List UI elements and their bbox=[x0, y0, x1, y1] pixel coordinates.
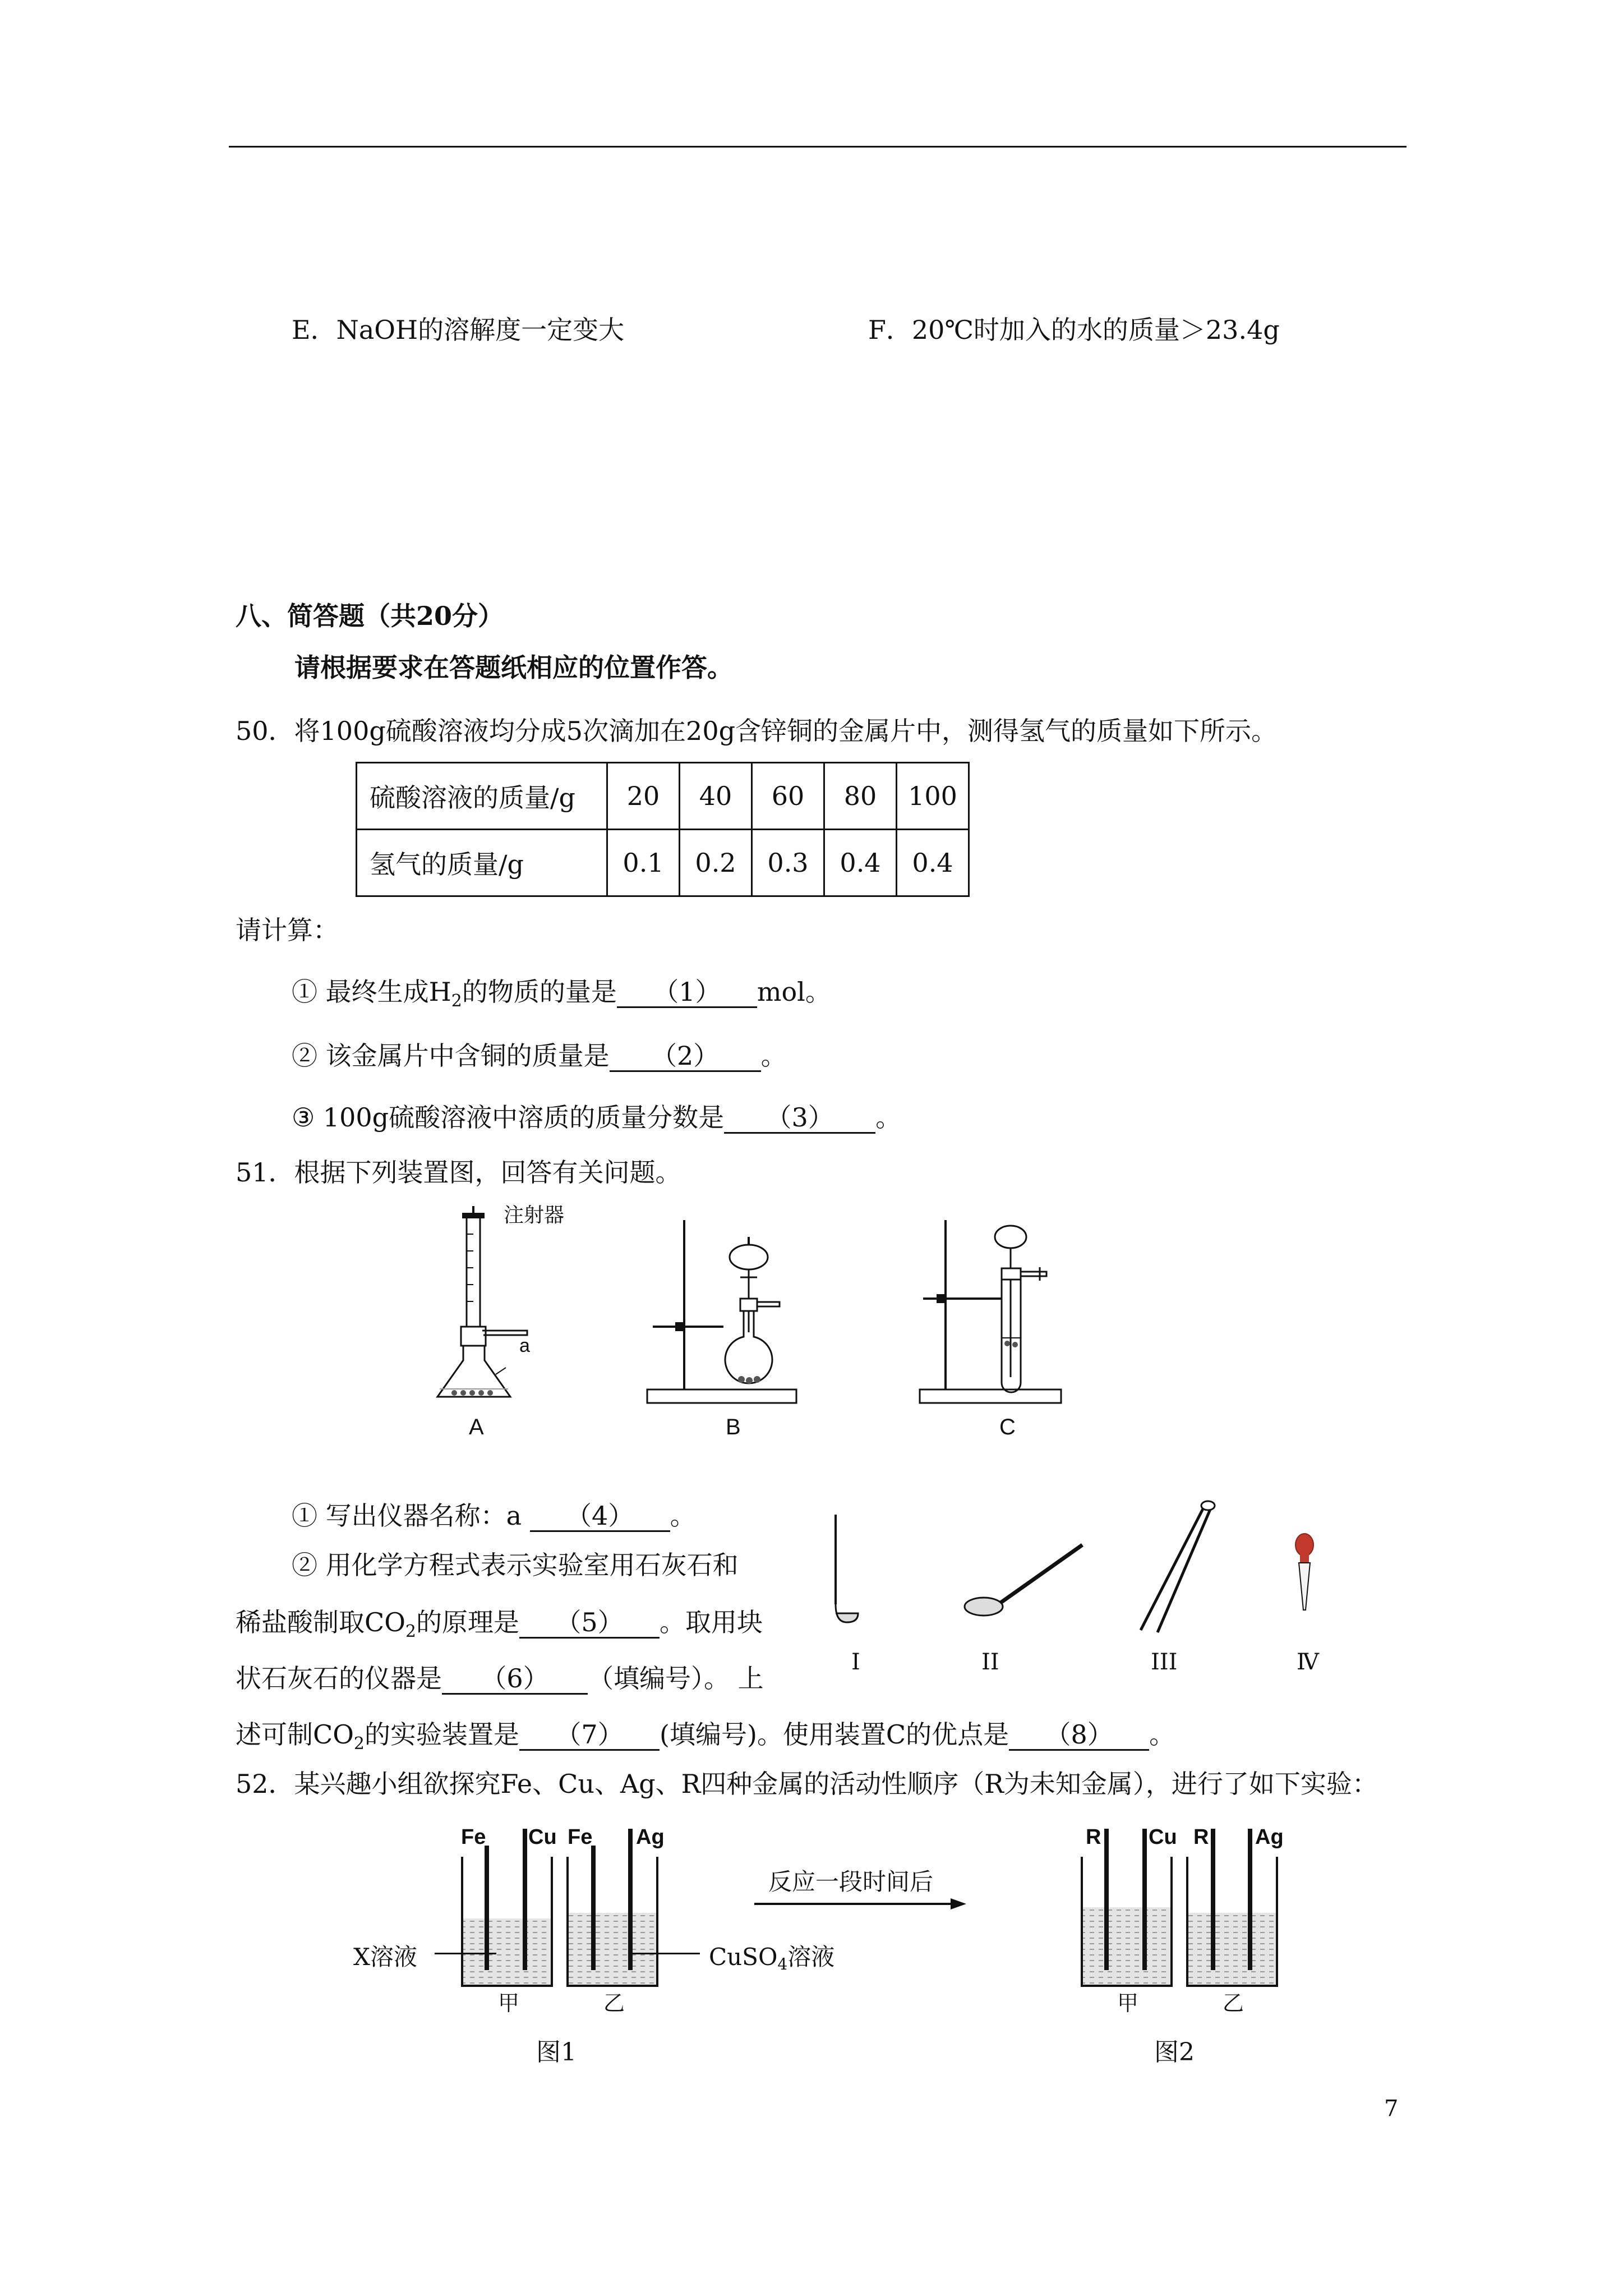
metal-fe-label: Fe bbox=[568, 1825, 593, 1849]
q50-please-calc: 请计算： bbox=[236, 915, 339, 945]
figure-1-caption: 图1 bbox=[536, 2038, 577, 2067]
q51-line4-mid2: (填编号)。使用装置C的优点是 bbox=[660, 1719, 1009, 1750]
answer-blank-1[interactable]: （1） bbox=[617, 977, 757, 1008]
metal-r-label: R bbox=[1193, 1825, 1209, 1849]
answer-blank-7[interactable]: （7） bbox=[519, 1720, 660, 1751]
row-label: 氢气的质量/g bbox=[357, 830, 607, 896]
apparatus-a-diagram bbox=[432, 1206, 555, 1408]
spoon-tool-icon bbox=[959, 1537, 1088, 1621]
answer-blank-4[interactable]: （4） bbox=[530, 1501, 670, 1532]
apparatus-c-diagram bbox=[917, 1214, 1063, 1405]
solution-x-label: X溶液 bbox=[353, 1943, 417, 1971]
answer-blank-5[interactable]: （5） bbox=[519, 1608, 660, 1639]
q51-item-1 bbox=[292, 1499, 696, 1533]
q51-stem: 51．根据下列装置图，回答有关问题。 bbox=[236, 1157, 681, 1188]
cuso4-post: 溶液 bbox=[787, 1943, 835, 1971]
figure-1-beakers bbox=[460, 1823, 662, 2014]
solution-cuso4-label bbox=[709, 1939, 834, 1973]
apparatus-c-label: C bbox=[999, 1415, 1016, 1439]
q51-line2-post: 。取用块 bbox=[660, 1607, 763, 1637]
q51-line4-mid: 的实验装置是 bbox=[365, 1719, 520, 1750]
q50-item-1 bbox=[292, 975, 831, 1018]
q51-item-2-line-3 bbox=[236, 1662, 764, 1695]
answer-blank-8[interactable]: （8） bbox=[1009, 1720, 1149, 1751]
option-e: E．NaOH的溶解度一定变大 bbox=[292, 315, 625, 345]
subscript: 2 bbox=[405, 1622, 417, 1641]
q51-line2-mid: 的原理是 bbox=[416, 1607, 520, 1637]
table-row bbox=[357, 763, 969, 830]
tongs-tool-icon bbox=[1133, 1498, 1223, 1638]
table-cell: 0.3 bbox=[752, 830, 824, 896]
q51-item-1-post: 。 bbox=[670, 1501, 696, 1531]
apparatus-b-label: B bbox=[726, 1415, 741, 1439]
hydrogen-data-table bbox=[356, 762, 970, 897]
reaction-arrow-icon bbox=[754, 1897, 967, 1911]
syringe-label: 注射器 bbox=[504, 1203, 565, 1226]
metal-ag-label: Ag bbox=[1255, 1825, 1284, 1849]
metal-cu-label: Cu bbox=[528, 1825, 557, 1849]
section-instruction: 请根据要求在答题纸相应的位置作答。 bbox=[294, 652, 733, 683]
q50-item-2 bbox=[292, 1039, 787, 1073]
page-number: 7 bbox=[1384, 2096, 1399, 2122]
q50-item-2-pre: ② 该金属片中含铜的质量是 bbox=[292, 1041, 610, 1071]
q51-item-2-line-4 bbox=[236, 1718, 1175, 1761]
table-cell: 80 bbox=[824, 763, 897, 830]
tool-label-2: II bbox=[981, 1649, 999, 1675]
option-f: F．20℃时加入的水的质量＞23.4g bbox=[868, 315, 1280, 345]
table-cell: 0.1 bbox=[607, 830, 680, 896]
q50-item-3 bbox=[292, 1101, 901, 1134]
apparatus-a-label: A bbox=[469, 1415, 484, 1439]
q51-item-2-line-2 bbox=[236, 1605, 763, 1649]
apparatus-b-diagram bbox=[645, 1214, 796, 1405]
q52-stem: 52．某兴趣小组欲探究Fe、Cu、Ag、R四种金属的活动性顺序（R为未知金属），进行了如下实验： bbox=[236, 1769, 1378, 1799]
metal-fe-label: Fe bbox=[461, 1825, 486, 1849]
row-label: 硫酸溶液的质量/g bbox=[357, 763, 607, 830]
q50-item-1-pre: ① 最终生成H bbox=[292, 977, 451, 1007]
q50-item-3-pre: ③ 100g硫酸溶液中溶质的质量分数是 bbox=[292, 1102, 725, 1133]
ladle-tool-icon bbox=[819, 1515, 875, 1632]
table-cell: 20 bbox=[607, 763, 680, 830]
subscript: 2 bbox=[451, 991, 462, 1011]
metal-cu-label: Cu bbox=[1149, 1825, 1177, 1849]
q50-item-3-post: 。 bbox=[875, 1102, 902, 1133]
subscript: 4 bbox=[777, 1955, 788, 1973]
dropper-tool-icon bbox=[1288, 1531, 1321, 1616]
answer-blank-2[interactable]: （2） bbox=[610, 1041, 761, 1072]
figure-2-caption: 图2 bbox=[1154, 2038, 1195, 2067]
q50-item-2-post: 。 bbox=[760, 1041, 787, 1071]
tool-label-4: Ⅳ bbox=[1297, 1649, 1319, 1675]
q50-stem: 50．将100g硫酸溶液均分成5次滴加在20g含锌铜的金属片中，测得氢气的质量如下所示。 bbox=[236, 716, 1278, 746]
beaker-yi-label: 乙 bbox=[1223, 1991, 1244, 2016]
arrow-label: 反应一段时间后 bbox=[768, 1868, 934, 1895]
q51-item-2-line-1: ② 用化学方程式表示实验室用石灰石和 bbox=[292, 1550, 739, 1580]
table-cell: 0.4 bbox=[824, 830, 897, 896]
tool-label-1: I bbox=[851, 1649, 860, 1675]
metal-ag-label: Ag bbox=[636, 1825, 665, 1849]
answer-blank-3[interactable]: （3） bbox=[724, 1103, 875, 1134]
q51-item-1-pre: ① 写出仪器名称：a bbox=[292, 1501, 530, 1531]
q51-line2-pre: 稀盐酸制取CO bbox=[236, 1607, 405, 1637]
q51-line4-pre: 述可制CO bbox=[236, 1719, 354, 1750]
figure-2-beakers bbox=[1080, 1823, 1281, 2014]
beaker-yi-label: 乙 bbox=[603, 1991, 625, 2016]
table-cell: 0.2 bbox=[680, 830, 752, 896]
table-row bbox=[357, 830, 969, 896]
tool-label-3: III bbox=[1151, 1649, 1178, 1675]
header-rule bbox=[229, 146, 1407, 148]
pointer-line-left bbox=[435, 1953, 496, 1954]
beaker-jia-label: 甲 bbox=[1117, 1991, 1139, 2016]
cuso4-pre: CuSO bbox=[709, 1943, 778, 1971]
q50-item-1-post: mol。 bbox=[757, 977, 831, 1007]
part-a-label: a bbox=[519, 1335, 530, 1356]
q51-line3-pre: 状石灰石的仪器是 bbox=[236, 1663, 442, 1694]
pointer-line-right bbox=[633, 1953, 700, 1954]
answer-blank-6[interactable]: （6） bbox=[442, 1664, 588, 1695]
metal-r-label: R bbox=[1086, 1825, 1101, 1849]
q50-item-1-mid: 的物质的量是 bbox=[462, 977, 617, 1007]
subscript: 2 bbox=[353, 1734, 365, 1754]
q51-line3-post: （填编号）。 上 bbox=[588, 1663, 764, 1694]
table-cell: 0.4 bbox=[897, 830, 969, 896]
table-cell: 40 bbox=[680, 763, 752, 830]
section-title: 八、简答题（共20分） bbox=[236, 601, 504, 631]
table-cell: 100 bbox=[897, 763, 969, 830]
q51-line4-post: 。 bbox=[1149, 1719, 1175, 1750]
table-cell: 60 bbox=[752, 763, 824, 830]
beaker-jia-label: 甲 bbox=[498, 1991, 520, 2016]
